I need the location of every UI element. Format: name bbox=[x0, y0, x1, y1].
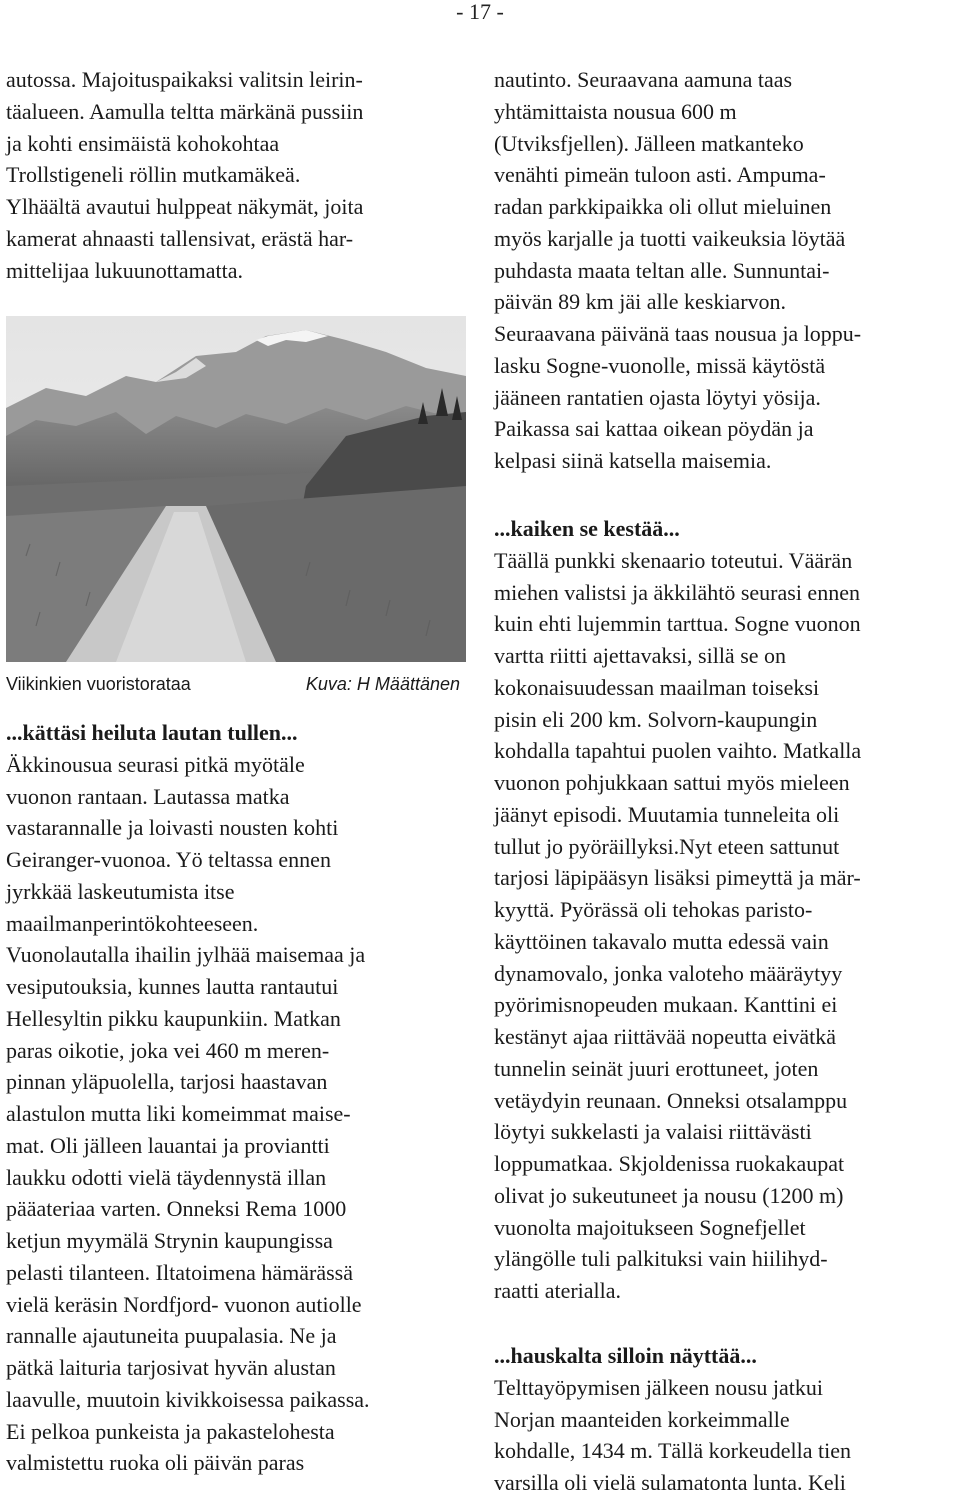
text-line: lasku Sogne-vuonolle, missä käytöstä bbox=[494, 352, 826, 378]
text-line: pääateriaa varten. Onneksi Rema 1000 bbox=[6, 1196, 347, 1222]
text-line: pinnan yläpuolella, tarjosi haastavan bbox=[6, 1069, 328, 1095]
text-line: jäänyt episodi. Muutamia tunneleita oli bbox=[494, 801, 840, 827]
section-heading: ...hauskalta silloin näyttää... bbox=[494, 1343, 757, 1368]
text-line: olivat jo sukeutuneet ja nousu (1200 m) bbox=[494, 1182, 844, 1208]
text-line: vastarannalle ja loivasti nousten kohti bbox=[6, 815, 339, 841]
text-line: Norjan maanteiden korkeimmalle bbox=[494, 1406, 790, 1432]
text-line: laavulle, muutoin kivikkoisessa paikassa. bbox=[6, 1386, 370, 1412]
section-heading: ...kättäsi heiluta lautan tullen... bbox=[6, 720, 298, 745]
text-line: laukku odotti vielä täydennystä illan bbox=[6, 1164, 327, 1190]
text-line: valmistettu ruoka oli päivän paras bbox=[6, 1450, 305, 1476]
text-line: loppumatkaa. Skjoldenissa ruokakaupat bbox=[494, 1151, 845, 1176]
caption-credit: Kuva: H Määttänen bbox=[305, 674, 460, 694]
text-line: tarjosi läpipääsyn lisäksi pimeyttä ja mär- bbox=[494, 865, 861, 891]
section-heading: ...kaiken se kestää... bbox=[494, 516, 680, 541]
text-line: kohdalle, 1434 m. Tällä korkeudella tien bbox=[494, 1438, 851, 1464]
photo-caption bbox=[6, 670, 460, 698]
text-line: Ylhäältä avautui hulppeat näkymät, joita bbox=[6, 194, 364, 219]
text-line: dynamovalo, jonka valoteho määräytyy bbox=[494, 960, 843, 986]
text-line: alastulon mutta liki komeimmat maise- bbox=[6, 1101, 351, 1126]
text-line: löytyi sukkelasti ja valaisi riittävästi bbox=[494, 1119, 812, 1145]
paragraph-left-top bbox=[6, 64, 470, 286]
text-line: tullut jo pyöräillyksi.Nyt eteen sattunut bbox=[494, 833, 840, 859]
text-line: nautinto. Seuraavana aamuna taas bbox=[494, 67, 793, 92]
text-line: vuonon rantaan. Lautassa matka bbox=[6, 783, 290, 809]
text-line: vuonolta majoitukseen Sognefjellet bbox=[494, 1214, 806, 1240]
text-line: päivän 89 km jäi alle keskiarvon. bbox=[494, 289, 787, 315]
text-line: pyörimisnopeuden mukaan. Kanttini ei bbox=[494, 992, 838, 1018]
text-line: ja kohti ensimäistä kohokohtaa bbox=[6, 130, 280, 156]
text-line: jyrkkää laskeutumista itse bbox=[6, 878, 235, 904]
text-line: (Utviksfjellen). Jälleen matkanteko bbox=[494, 130, 804, 156]
text-line: kestänyt ajaa riittävää nopeutta eivätkä bbox=[494, 1024, 837, 1049]
text-line: vielä keräsin Nordfjord- vuonon autiolle bbox=[6, 1291, 362, 1317]
text-line: myös karjalle ja tuotti vaikeuksia löytää bbox=[494, 225, 846, 251]
text-line: Ei pelkoa punkeista ja pakastelohesta bbox=[6, 1418, 335, 1444]
text-line: yhtämittaista nousua 600 m bbox=[494, 98, 737, 124]
text-line: autossa. Majoituspaikaksi valitsin leirin- bbox=[6, 67, 363, 92]
text-line: Trollstigeneli röllin mutkamäkeä. bbox=[6, 162, 301, 188]
text-line: puhdasta maata teltan alle. Sunnuntai- bbox=[494, 257, 830, 283]
text-line: Geiranger-vuonoa. Yö teltassa ennen bbox=[6, 847, 331, 872]
text-line: Täällä punkki skenaario toteutui. Väärän bbox=[494, 547, 853, 573]
text-line: Vuonolautalla ihailin jylhää maisemaa ja bbox=[6, 942, 366, 968]
text-line: varsilla oli vielä sulamatonta lunta. Keli bbox=[494, 1470, 846, 1495]
text-line: vuonon pohjukkaan sattui myös mieleen bbox=[494, 770, 850, 795]
text-line: ylängölle tuli palkituksi vain hiilihyd- bbox=[494, 1246, 828, 1272]
section-kattasi bbox=[6, 717, 470, 1479]
page-number: - 17 - bbox=[456, 0, 504, 24]
text-line: maailmanperintökohteeseen. bbox=[6, 910, 259, 936]
section-kaiken bbox=[494, 513, 960, 1307]
text-line: rannalle ajautuneita puupalasia. Ne ja bbox=[6, 1323, 337, 1349]
text-line: kelpasi siinä katsella maisemia. bbox=[494, 448, 772, 473]
text-line: Seuraavana päivänä taas nousua ja loppu- bbox=[494, 321, 862, 346]
text-line: Äkkinousua seurasi pitkä myötäle bbox=[6, 751, 305, 777]
text-line: kokonaisuudessan maailman toiseksi bbox=[494, 674, 820, 700]
text-line: Paikassa sai kattaa oikean pöydän ja bbox=[494, 416, 814, 442]
text-line: Hellesyltin pikku kaupunkiin. Matkan bbox=[6, 1005, 341, 1031]
caption-title: Viikinkien vuoristorataa bbox=[6, 674, 191, 694]
text-line: pätkä laituria tarjosivat hyvän alustan bbox=[6, 1355, 336, 1380]
text-line: kyyttä. Pyörässä oli tehokas paristo- bbox=[494, 897, 813, 922]
text-line: raatti aterialla. bbox=[494, 1278, 622, 1303]
text-line: kamerat ahnaasti tallensivat, erästä har- bbox=[6, 225, 354, 251]
text-line: vesiputouksia, kunnes lautta rantautui bbox=[6, 974, 339, 999]
text-line: pisin eli 200 km. Solvorn-kaupungin bbox=[494, 706, 818, 732]
text-line: paras oikotie, joka vei 460 m meren- bbox=[6, 1037, 330, 1063]
text-line: käyttöinen takavalo mutta edessä vain bbox=[494, 928, 829, 954]
text-line: Telttayöpymisen jälkeen nousu jatkui bbox=[494, 1374, 824, 1400]
mountain-road-photo bbox=[6, 316, 466, 662]
text-line: miehen valistsi ja äkkilähtö seurasi ennen bbox=[494, 579, 860, 605]
text-line: mittelijaa lukuunottamatta. bbox=[6, 257, 244, 283]
text-line: jääneen rantatien ojasta löytyi yösija. bbox=[494, 384, 821, 410]
section-hauskalta bbox=[494, 1340, 960, 1499]
text-line: mat. Oli jälleen lauantai ja proviantti bbox=[6, 1132, 330, 1158]
right-column-top bbox=[494, 64, 960, 477]
text-line: ketjun myymälä Strynin kaupungissa bbox=[6, 1228, 333, 1253]
text-line: venähti pimeän tuloon asti. Ampuma- bbox=[494, 162, 826, 188]
text-line: kuin ehti lujemmin tarttua. Sogne vuonon bbox=[494, 611, 861, 637]
left-column-top bbox=[6, 64, 470, 286]
text-line: tunnelin seinät juuri erottuneet, joten bbox=[494, 1055, 819, 1081]
text-line: vetäydyin reunaan. Onneksi otsalamppu bbox=[494, 1087, 848, 1113]
text-line: radan parkkipaikka oli ollut mieluinen bbox=[494, 194, 832, 219]
text-line: pelasti tilanteen. Iltatoimena hämärässä bbox=[6, 1259, 353, 1285]
text-line: täalueen. Aamulla teltta märkänä pussiin bbox=[6, 98, 364, 124]
text-line: vartta riitti ajettavaksi, sillä se on bbox=[494, 643, 787, 668]
text-line: kohdalla tapahtui puolen vaihto. Matkalla bbox=[494, 738, 862, 764]
